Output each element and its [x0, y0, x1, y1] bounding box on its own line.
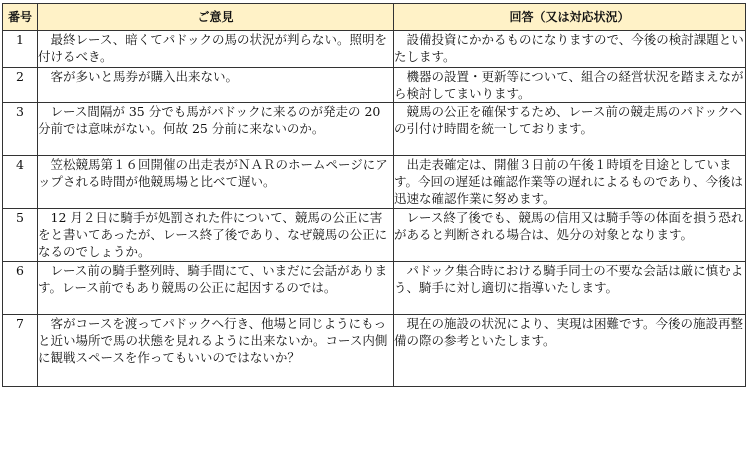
row-answer: パドック集合時における騎手同士の不要な会話は厳に慎むよう、騎手に対し適切に指導いたします。 [394, 262, 746, 315]
row-opinion: レース間隔が 35 分でも馬がパドックに来るのが発走の 20 分前では意味がない。何故 25 分前に来ないのか。 [38, 103, 394, 156]
row-opinion: 笠松競馬第１６回開催の出走表がＮＡＲのホームページにアップされる時間が他競馬場と比べて遅い。 [38, 156, 394, 209]
table-row [3, 103, 746, 156]
row-number: 3 [3, 103, 38, 156]
row-opinion: 最終レース、暗くてパドックの馬の状況が判らない。照明を付けるべき。 [38, 31, 394, 68]
row-answer: レース終了後でも、競馬の信用又は騎手等の体面を損う恐れがあると判断される場合は、処分の対象となります。 [394, 209, 746, 262]
table-row [3, 31, 746, 68]
header-number: 番号 [3, 4, 38, 31]
row-answer: 設備投資にかかるものになりますので、今後の検討課題といたします。 [394, 31, 746, 68]
table-row [3, 156, 746, 209]
table-row [3, 68, 746, 103]
row-number: 1 [3, 31, 38, 68]
row-answer: 出走表確定は、開催３日前の午後１時頃を目途としています。今回の遅延は確認作業等の遅れによるものであり、今後は迅速な確認作業に努めます。 [394, 156, 746, 209]
header-answer: 回答（又は対応状況） [394, 4, 746, 31]
row-number: 7 [3, 315, 38, 387]
header-opinion: ご意見 [38, 4, 394, 31]
table-row [3, 262, 746, 315]
row-opinion: 客が多いと馬券が購入出来ない。 [38, 68, 394, 103]
row-answer: 現在の施設の状況により、実現は困難です。今後の施設再整備の際の参考といたします。 [394, 315, 746, 387]
row-answer: 競馬の公正を確保するため、レース前の競走馬のパドックへの引付け時間を統一しております。 [394, 103, 746, 156]
row-opinion: 客がコースを渡ってパドックへ行き、他場と同じようにもっと近い場所で馬の状態を見れるように出来ないか。コース内側に観戦スペースを作ってもいいのではないか？ [38, 315, 394, 387]
table-row [3, 209, 746, 262]
table-row [3, 315, 746, 387]
row-answer: 機器の設置・更新等について、組合の経営状況を踏まえながら検討してまいります。 [394, 69, 744, 101]
table-header-row [3, 4, 746, 31]
row-opinion: レース前の騎手整列時、騎手間にて、いまだに会話があります。レース前でもあり競馬の公正に起因するのでは。 [38, 262, 394, 315]
row-number: 4 [3, 156, 38, 209]
opinion-answer-table [2, 3, 746, 387]
row-number: 5 [3, 209, 38, 262]
row-opinion: 12 月２日に騎手が処罰された件について、競馬の公正に害をと書いてあったが、レース終了後であり、なぜ競馬の公正になるのでしょうか。 [38, 209, 394, 262]
row-number: 6 [3, 262, 38, 315]
row-number: 2 [3, 68, 38, 103]
